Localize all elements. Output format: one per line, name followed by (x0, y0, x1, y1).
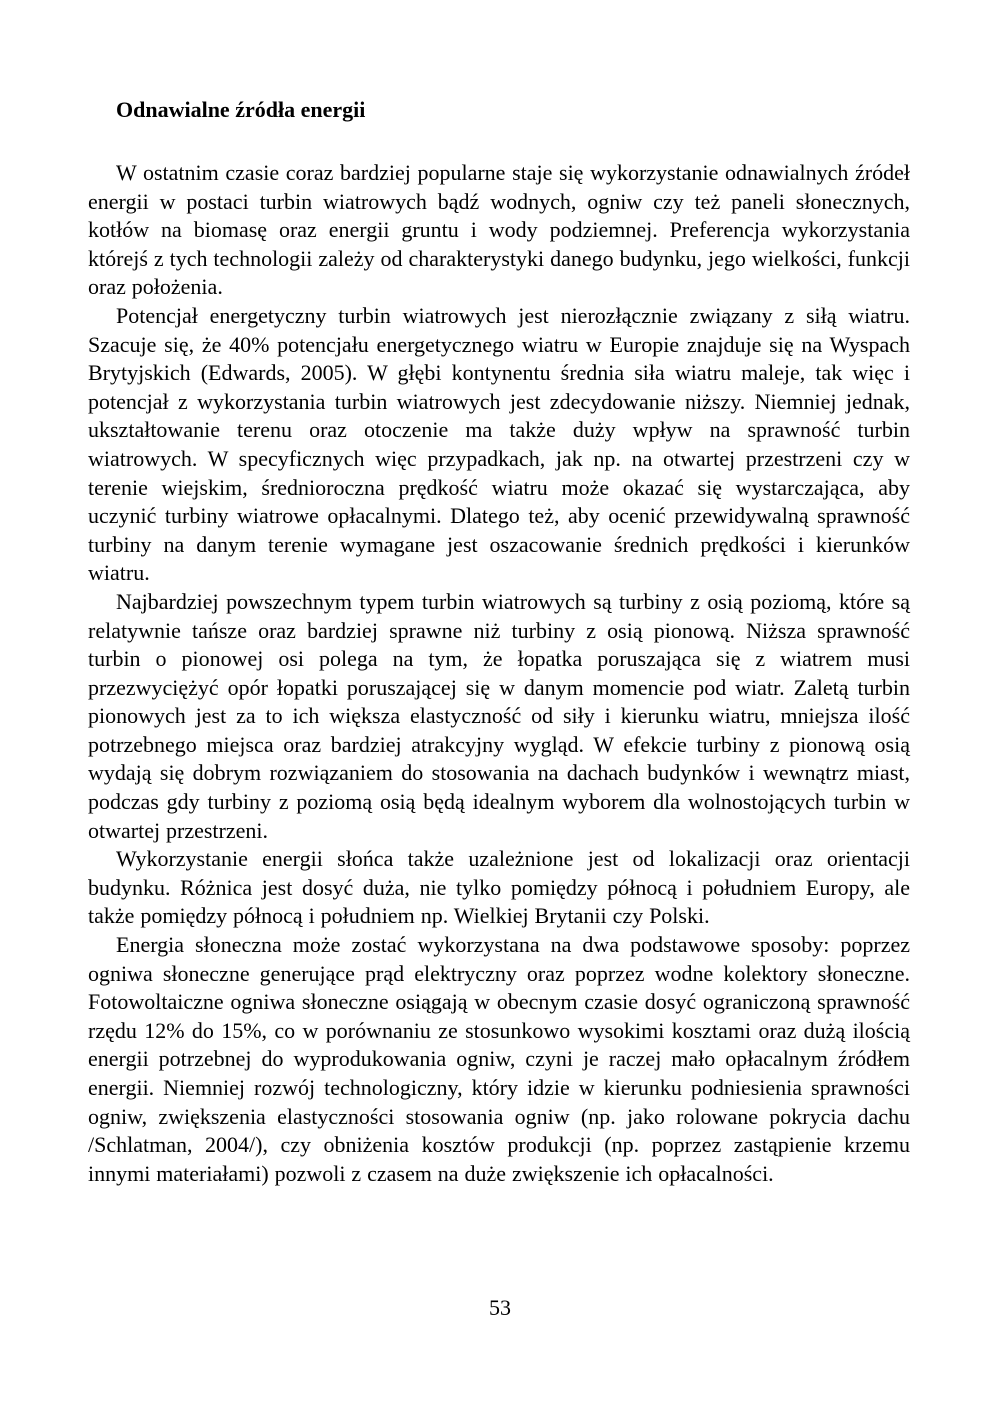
text-block (88, 96, 910, 1188)
section-heading: Odnawialne źródła energii (116, 97, 366, 122)
paragraph-solar-methods: Energia słoneczna może zostać wykorzystana na dwa podstawowe sposoby: poprzez ogniwa słoneczne generujące prąd elektryczny oraz poprzez wodne kolektory słoneczne. Fotowoltaiczne ogniwa słoneczne osiągają w obecnym czasie dosyć ograniczoną sprawność rzędu 12% do 15%, co w porównaniu ze stosunkowo wysokimi kosztami oraz dużą ilością energii potrzebnej do wyprodukowania ogniw, czyni je raczej mało opłacalnym źródłem energii. Niemniej rozwój technologiczny, który idzie w kierunku podniesienia sprawności ogniw, zwiększenia elastyczności stosowania ogniw (np. jako rolowane pokrycia dachu /Schlatman, 2004/), czy obniżenia kosztów produkcji (np. poprzez zastąpienie krzemu innymi materiałami) pozwoli z czasem na duże zwiększenie ich opłacalności. (88, 932, 910, 1186)
paragraph-intro: W ostatnim czasie coraz bardziej popularne staje się wykorzystanie odnawialnych źródeł energii w postaci turbin wiatrowych bądź wodnych, ogniw czy też paneli słonecznych, kotłów na biomasę oraz energii gruntu i wody podziemnej. Preferencja wykorzystania którejś z tych technologii zależy od charakterystyki danego budynku, jego wielkości, funkcji oraz położenia. (88, 160, 910, 300)
body-text (88, 159, 910, 1188)
paragraph-turbine-types: Najbardziej powszechnym typem turbin wiatrowych są turbiny z osią poziomą, które są relatywnie tańsze oraz bardziej sprawne niż turbiny z osią pionową. Niższa sprawność turbin o pionowej osi polega na tym, że łopatka poruszająca się z wiatrem musi przezwyciężyć opór łopatki poruszającej się w danym momencie pod wiatr. Zaletą turbin pionowych jest za to ich większa elastyczność od siły i kierunku wiatru, mniejsza ilość potrzebnego miejsca oraz bardziej atrakcyjny wygląd. W efekcie turbiny z pionową osią wydają się dobrym rozwiązaniem do stosowania na dachach budynków i wewnątrz miast, podczas gdy turbiny z poziomą osią będą idealnym wyborem dla wolnostojących turbin w otwartej przestrzeni. (88, 588, 910, 843)
page-number: 53 (489, 1295, 511, 1320)
paragraph-wind-potential: Potencjał energetyczny turbin wiatrowych jest nierozłącznie związany z siłą wiatru. Szacuje się, że 40% potencjału energetycznego wiatru w Europie znajduje się na Wyspach Brytyjskich (Edwards, 2005). W głębi kontynentu średnia siła wiatru maleje, tak więc i potencjał z wykorzystania turbin wiatrowych jest zdecydowanie niższy. Niemniej jednak, ukształtowanie terenu oraz otoczenie ma także duży wpływ na sprawność turbin wiatrowych. W specyficznych więc przypadkach, jak np. na otwartej przestrzeni czy w terenie wiejskim, średnioroczna prędkość wiatru może okazać się wystarczająca, aby uczynić turbiny wiatrowe opłacalnymi. Dlatego też, aby ocenić przewidywalną sprawność turbiny na danym terenie wymagane jest oszacowanie średnich prędkości i kierunków wiatru. (88, 302, 910, 586)
paragraph-solar-location: Wykorzystanie energii słońca także uzależnione jest od lokalizacji oraz orientacji budynku. Różnica jest dosyć duża, nie tylko pomiędzy północą i południem Europy, ale także pomiędzy północą i południem np. Wielkiej Brytanii czy Polski. (88, 846, 910, 929)
